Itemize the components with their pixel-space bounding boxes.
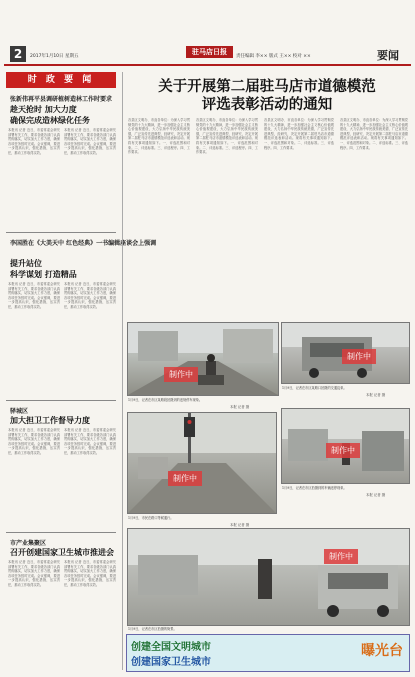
item3-body-b: 本报讯 记者 近日，市委常委会研究部署有关工作，要求各级各部门认真贯彻落实，切实加大工作力度，确保各项任务按时完成。会议强调，要进一步提高认识，强化措施，压实责任，推动工作取得实效。 [64, 428, 116, 455]
item2-kicker: 李国胜在《大美天中 红色经典》一书编辑座谈会上强调 [10, 240, 157, 247]
photo-5-caption: 1月9日，记者在市区拍摄的街景。 [128, 627, 177, 631]
photo-2-caption: 1月9日，记者在市区某路口拍摄的交通乱象。 [282, 386, 347, 390]
divider [6, 532, 116, 533]
item2-body-b: 本报讯 记者 近日，市委常委会研究部署有关工作，要求各级各部门认真贯彻落实，切实加大工作力度，确保各项任务按时完成。会议强调，要进一步提高认识，强化措施，压实责任，推动工作取得实效。 [64, 282, 116, 309]
item1-headline2: 确保完成造林绿化任务 [10, 115, 90, 125]
section-title: 要闻 [377, 49, 399, 62]
photo-3-stamp: 制作中 [168, 471, 202, 486]
main-body-col3: 各县区文明办、市直各单位：为深入学习贯彻党的十九大精神，进一步加强社会主义核心价值观建设，大力弘扬中华民族传统美德，广泛宣传先进典型，经研究，决定开展第二届驻马店市道德模范评选表彰活动。现将有关事项通知如下。一、评选范围和对象。二、评选标准。三、评选程序。四、工作要求。 [264, 118, 334, 150]
ad-line2: 创建国家卫生城市 [131, 657, 211, 668]
photo-1-stamp: 制作中 [164, 367, 198, 382]
item1-body-b: 本报讯 记者 近日，市委常委会研究部署有关工作，要求各级各部门认真贯彻落实，切实加大工作力度，确保各项任务按时完成。会议强调，要进一步提高认识，强化措施，压实责任，推动工作取得实效。 [64, 128, 116, 155]
ad-line1: 创建全国文明城市 [131, 642, 211, 653]
divider [6, 400, 116, 401]
divider [6, 232, 116, 233]
photo-1 [127, 322, 279, 396]
photo-2-stamp: 制作中 [342, 349, 376, 364]
item1-kicker: 张新伟再平县调研植树造林工作时要求 [10, 96, 113, 103]
date-line: 2017年1月10日 星期五 [30, 54, 79, 59]
main-body-col2: 各县区文明办、市直各单位：为深入学习贯彻党的十九大精神，进一步加强社会主义核心价值观建设，大力弘扬中华民族传统美德，广泛宣传先进典型，经研究，决定开展第二届驻马店市道德模范评选表彰活动。现将有关事项通知如下。一、评选范围和对象。二、评选标准。三、评选程序。四、工作要求。 [196, 118, 258, 155]
item3-kicker: 驿城区 [10, 408, 29, 415]
item2-headline1: 提升站位 [10, 258, 42, 268]
main-body-col1: 各县区文明办、市直各单位：为深入学习贯彻党的十九大精神，进一步加强社会主义核心价值观建设，大力弘扬中华民族传统美德，广泛宣传先进典型，经研究，决定开展第二届驻马店市道德模范评选表彰活动。现将有关事项通知如下。一、评选范围和对象。二、评选标准。三、评选程序。四、工作要求。 [128, 118, 190, 155]
item4-body-b: 本报讯 记者 近日，市委常委会研究部署有关工作，要求各级各部门认真贯彻落实，切实加大工作力度，确保各项任务按时完成。会议强调，要进一步提高认识，强化措施，压实责任，推动工作取得实效。 [64, 560, 116, 587]
photo-4-credit: 本报 记者 摄 [366, 493, 386, 497]
photo-3 [127, 412, 277, 514]
item3-body-a: 本报讯 记者 近日，市委常委会研究部署有关工作，要求各级各部门认真贯彻落实，切实加大工作力度，确保各项任务按时完成。会议强调，要进一步提高认识，强化措施，压实责任，推动工作取得实效。 [8, 428, 60, 455]
masthead: 驻马店日报 [186, 46, 233, 58]
photo-5-illustration [128, 529, 409, 625]
column-divider [122, 72, 123, 670]
ad-right: 曝光台 [361, 643, 403, 659]
page-number: 2 [10, 46, 26, 62]
main-title [126, 78, 408, 114]
photo-2 [281, 322, 410, 384]
photo-3-credit: 本报 记者 摄 [230, 523, 250, 527]
item2-headline2: 科学谋划 打造精品 [10, 269, 77, 279]
item4-kicker: 市产业集聚区 [10, 540, 47, 547]
photo-4-stamp: 制作中 [326, 443, 360, 458]
main-title-line2: 评选表彰活动的通知 [201, 97, 333, 113]
main-body-col4: 各县区文明办、市直各单位：为深入学习贯彻党的十九大精神，进一步加强社会主义核心价值观建设，大力弘扬中华民族传统美德，广泛宣传先进典型，经研究，决定开展第二届驻马店市道德模范评选表彰活动。现将有关事项通知如下。一、评选范围和对象。二、评选标准。三、评选程序。四、工作要求。 [340, 118, 408, 150]
photo-3-caption: 1月9日，市民在路口等候通行。 [128, 516, 174, 520]
main-title-line1: 关于开展第二届驻马店市道德模范 [158, 79, 376, 95]
photo-1-caption: 1月9日，记者在市区某路段拍摄到的违规停车现象。 [128, 398, 203, 402]
page-header [4, 44, 411, 66]
photo-1-illustration [128, 323, 278, 395]
item2-body-a: 本报讯 记者 近日，市委常委会研究部署有关工作，要求各级各部门认真贯彻落实，切实加大工作力度，确保各项任务按时完成。会议强调，要进一步提高认识，强化措施，压实责任，推动工作取得实效。 [8, 282, 60, 309]
photo-3-illustration [128, 413, 276, 513]
header-meta: 责任编辑 李×× 版式 王×× 校对 ×× [236, 54, 311, 59]
photo-2-credit: 本报 记者 摄 [366, 393, 386, 397]
item1-headline1: 趁天抢时 加大力度 [10, 104, 77, 114]
photo-1-credit: 本报 记者 摄 [230, 405, 250, 409]
item4-headline: 召开创建国家卫生城市推进会 [10, 547, 114, 557]
item1-body-a: 本报讯 记者 近日，市委常委会研究部署有关工作，要求各级各部门认真贯彻落实，切实加大工作力度，确保各项任务按时完成。会议强调，要进一步提高认识，强化措施，压实责任，推动工作取得实效。 [8, 128, 60, 155]
photo-4-caption: 1月9日，记者在市区拍摄到的车辆违停现象。 [282, 486, 347, 490]
photo-5-stamp: 制作中 [324, 549, 358, 564]
item3-headline: 加大担卫工作督导力度 [10, 415, 90, 425]
photo-5 [127, 528, 410, 626]
news-banner: 时 政 要 闻 [6, 72, 116, 88]
item4-body-a: 本报讯 记者 近日，市委常委会研究部署有关工作，要求各级各部门认真贯彻落实，切实加大工作力度，确保各项任务按时完成。会议强调，要进一步提高认识，强化措施，压实责任，推动工作取得实效。 [8, 560, 60, 587]
photo-4 [281, 408, 410, 484]
footer-ad [126, 634, 410, 672]
